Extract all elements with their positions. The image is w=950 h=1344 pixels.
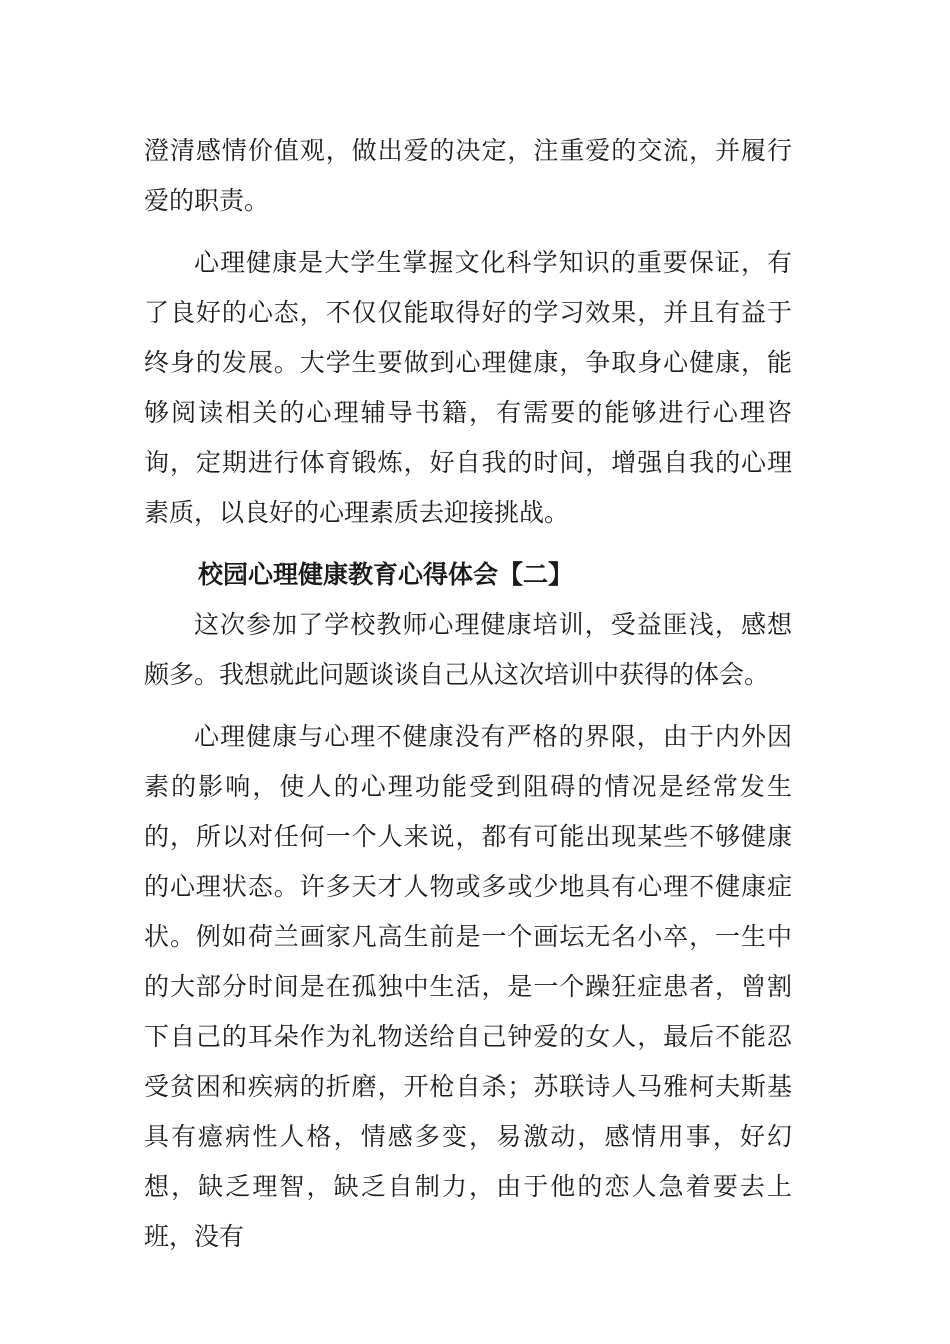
section-heading: 校园心理健康教育心得体会【二】 [198,560,574,589]
paragraph-mental-health-importance: 心理健康是大学生掌握文化科学知识的重要保证，有了良好的心态，不仅仅能取得好的学习效果，并且有益于终身的发展。大学生要做到心理健康，争取身心健康，能够阅读相关的心理辅导书籍，有需要的能够进行心理咨询，定期进行体育锻炼，好自我的时间，增强自我的心理素质，以良好的心理素质去迎接挑战。 [144,248,792,527]
paragraph-health-boundary: 心理健康与心理不健康没有严格的界限，由于内外因素的影响，使人的心理功能受到阻碍的情况是经常发生的，所以对任何一个人来说，都有可能出现某些不够健康的心理状态。许多天才人物或多或少地具有心理不健康症状。例如荷兰画家凡高生前是一个画坛无名小卒，一生中的大部分时间是在孤独中生活，是一个躁狂症患者，曾割下自己的耳朵作为礼物送给自己钟爱的女人，最后不能忍受贫困和疾病的折磨，开枪自杀；苏联诗人马雅柯夫斯基具有癔病性人格，情感多变，易激动，感情用事，好幻想，缺乏理智，缺乏自制力，由于他的恋人急着要去上班，没有 [144,722,792,1251]
document-body [144,126,792,1262]
paragraph-continuation: 澄清感情价值观，做出爱的决定，注重爱的交流，并履行爱的职责。 [144,136,792,215]
paragraph-training-intro: 这次参加了学校教师心理健康培训，受益匪浅，感想颇多。我想就此问题谈谈自己从这次培训中获得的体会。 [144,610,792,689]
